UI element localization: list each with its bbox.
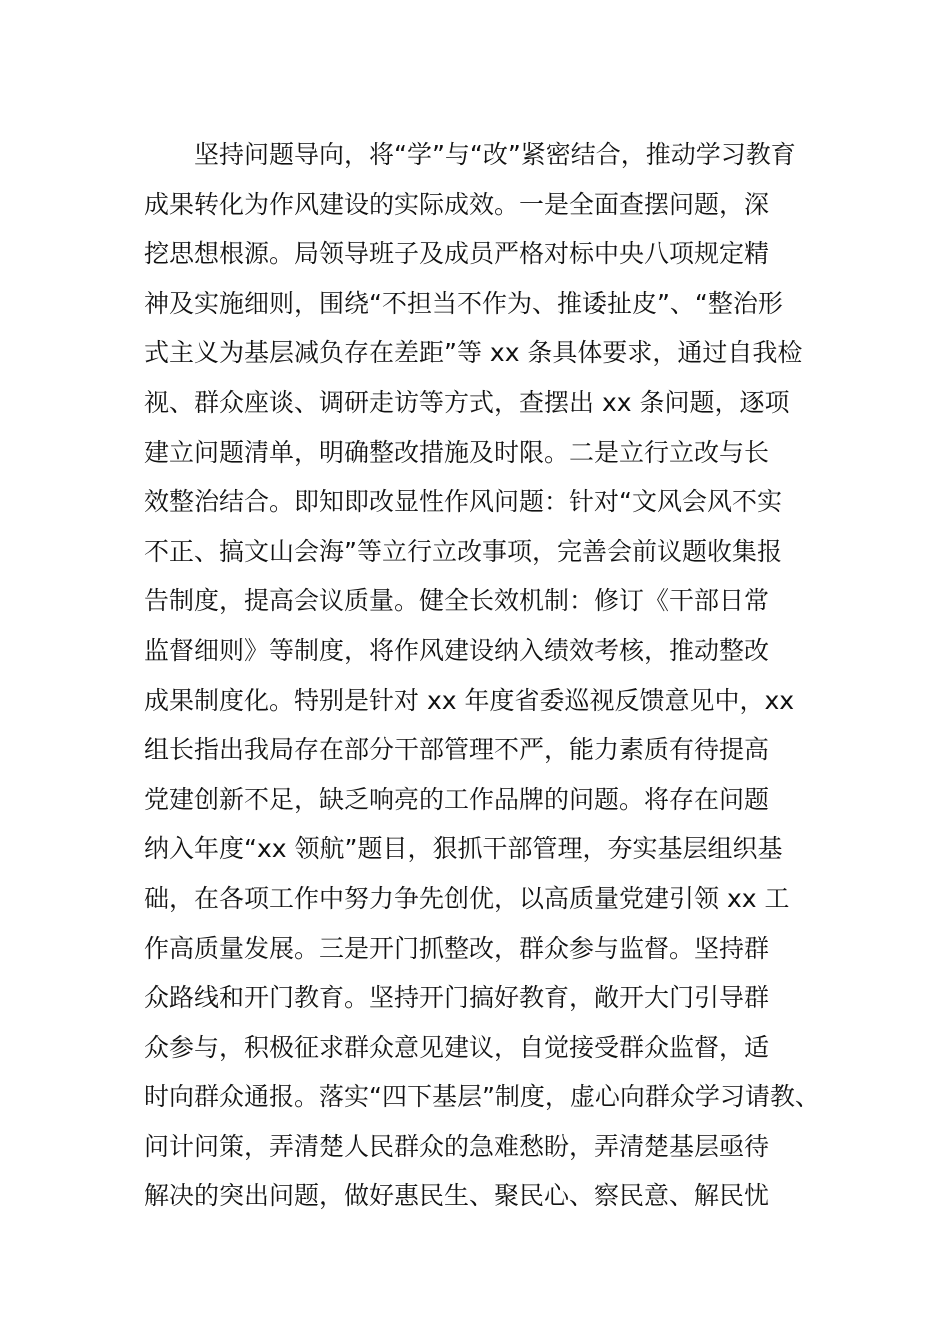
paragraph-line: 众参与，积极征求群众意见建议，自觉接受群众监督，适 [144,1032,770,1062]
paragraph-line: 式主义为基层减负存在差距”等 xx 条具体要求，通过自我检 [144,338,803,368]
paragraph-line: 告制度，提高会议质量。健全长效机制：修订《干部日常 [144,586,770,616]
paragraph-line: 建立问题清单，明确整改措施及时限。二是立行立改与长 [144,437,770,467]
paragraph-line: 解决的突出问题，做好惠民生、聚民心、察民意、解民忧 [144,1181,770,1211]
paragraph-line: 纳入年度“xx 领航”题目，狠抓干部管理，夯实基层组织基 [144,834,783,864]
paragraph-line: 监督细则》等制度，将作风建设纳入绩效考核，推动整改 [144,635,770,665]
paragraph-line: 作高质量发展。三是开门抓整改，群众参与监督。坚持群 [144,933,770,963]
paragraph-line: 视、群众座谈、调研走访等方式，查摆出 xx 条问题，逐项 [144,387,790,417]
paragraph-line: 挖思想根源。局领导班子及成员严格对标中央八项规定精 [144,239,770,269]
paragraph-line: 效整治结合。即知即改显性作风问题：针对“文风会风不实 [144,487,782,517]
paragraph-line: 众路线和开门教育。坚持开门搞好教育，敞开大门引导群 [144,983,770,1013]
paragraph-line: 神及实施细则，围绕“不担当不作为、推诿扯皮”、“整治形 [144,288,783,318]
paragraph-line: 党建创新不足，缺乏响亮的工作品牌的问题。将存在问题 [144,784,770,814]
body-paragraph [144,130,824,1221]
paragraph-line: 成果制度化。特别是针对 xx 年度省委巡视反馈意见中，xx [144,685,795,715]
paragraph-line: 不正、搞文山会海”等立行立改事项，完善会前议题收集报 [144,536,782,566]
paragraph-line: 组长指出我局存在部分干部管理不严，能力素质有待提高 [144,735,770,765]
paragraph-line: 问计问策，弄清楚人民群众的急难愁盼，弄清楚基层亟待 [144,1131,770,1161]
paragraph-line: 时向群众通报。落实“四下基层”制度，虚心向群众学习请教、 [144,1082,820,1112]
paragraph-line: 础，在各项工作中努力争先创优，以高质量党建引领 xx 工 [144,883,790,913]
paragraph-line: 坚持问题导向，将“学”与“改”紧密结合，推动学习教育 [194,140,796,169]
paragraph-line: 成果转化为作风建设的实际成效。一是全面查摆问题，深 [144,189,770,219]
